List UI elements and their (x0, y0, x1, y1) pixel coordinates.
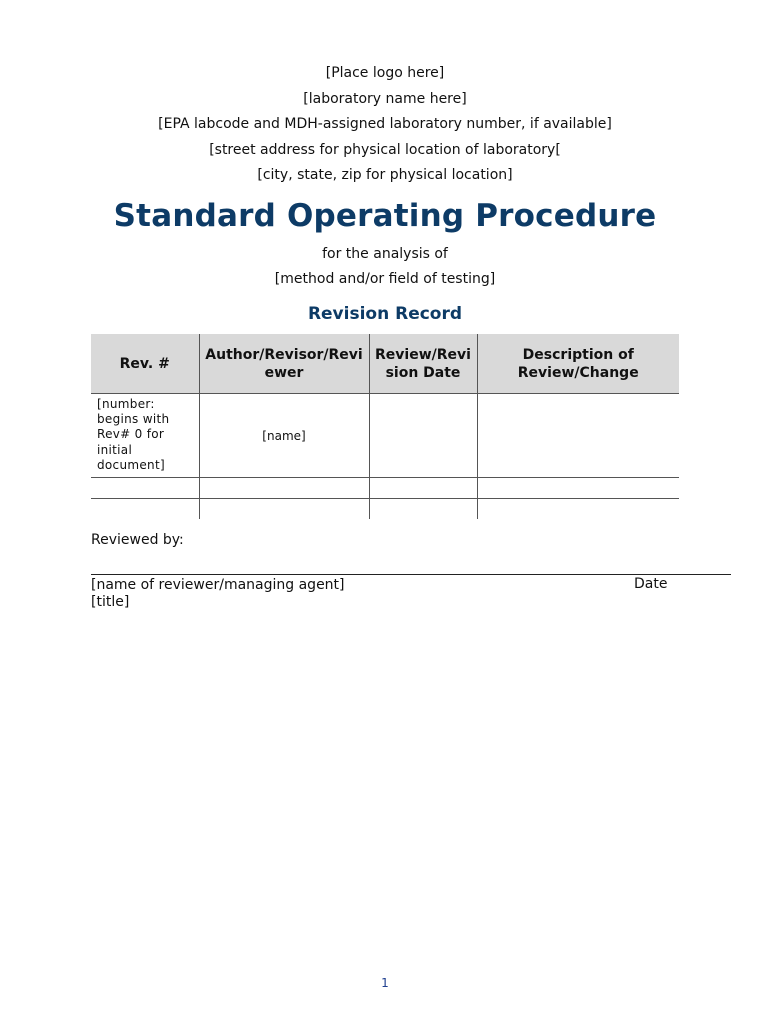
street-address: [street address for physical location of laboratory[ (209, 141, 561, 158)
author-cell[interactable] (199, 499, 369, 520)
lab-header (0, 61, 770, 189)
revision-record-title: Revision Record (307, 304, 463, 324)
review-date-cell[interactable] (369, 478, 477, 499)
table-row (91, 499, 679, 520)
document-title: Standard Operating Procedure (113, 198, 657, 234)
column-header-review-date: Review/Revision Date (369, 334, 477, 394)
rev-number-cell[interactable] (91, 478, 199, 499)
document-subtitle: for the analysis of (322, 246, 448, 262)
column-header-rev-number: Rev. # (91, 334, 199, 394)
document-subtitle-block (0, 242, 770, 292)
description-cell[interactable] (477, 478, 679, 499)
table-row (91, 478, 679, 499)
logo-placeholder: [Place logo here] (325, 65, 445, 81)
table-header-row (91, 334, 679, 394)
rev-number-cell[interactable]: [number: begins with Rev# 0 for initial document] (91, 394, 199, 478)
signature-line[interactable] (91, 574, 731, 575)
rev-number-cell[interactable] (91, 499, 199, 520)
description-cell[interactable] (477, 394, 679, 478)
review-date-cell[interactable] (369, 394, 477, 478)
column-header-description: Description of Review/Change (477, 334, 679, 394)
column-header-author: Author/Revisor/Reviewer (199, 334, 369, 394)
revision-record-table (91, 334, 679, 519)
lab-codes: [EPA labcode and MDH-assigned laboratory number, if available] (158, 116, 612, 133)
page-number: 1 (381, 976, 389, 990)
reviewer-title-placeholder: [title] (91, 594, 130, 610)
reviewed-by-label: Reviewed by: (91, 532, 184, 548)
lab-name: [laboratory name here] (303, 90, 467, 107)
method-placeholder: [method and/or field of testing] (274, 271, 496, 287)
author-cell[interactable] (199, 478, 369, 499)
author-cell[interactable]: [name] (199, 394, 369, 478)
reviewer-name-placeholder: [name of reviewer/managing agent] (91, 577, 345, 593)
date-label: Date (634, 576, 668, 592)
review-date-cell[interactable] (369, 499, 477, 520)
table-row (91, 394, 679, 478)
city-state-zip: [city, state, zip for physical location] (257, 167, 513, 184)
description-cell[interactable] (477, 499, 679, 520)
